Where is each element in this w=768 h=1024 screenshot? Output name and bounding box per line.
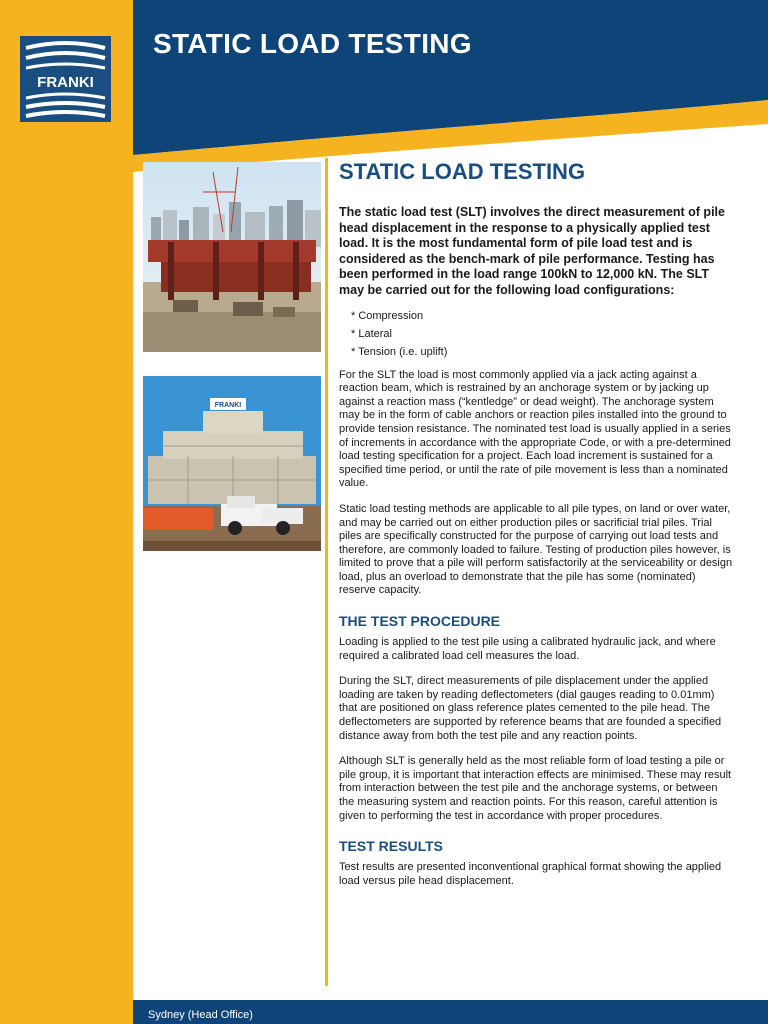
body-paragraph: For the SLT the load is most commonly applied via a jack acting against a reaction beam, which is restrained by an anchorage system or by jacking up against a reaction mass (“kentledge” or dead weight). The anchorage system may be in the form of cable anchors or reaction piles installed into the ground to provide tension resistance. The nominated test load is usually applied in a series of increments in accordance with the appropriate Code, or with a pre-determined load testing specification for a project. Each load increment is sustained for a specified time period, or until the rate of pile movement is less than a nominated value. xyxy=(339,368,731,490)
body-paragraph: Static load testing methods are applicable to all pile types, on land or over water, and may be carried out on either production piles or sacrificial trial piles. Trial piles are specifically constructed for the purpose of carrying out load tests and therefore, are commonly loaded to failure. Testing of production piles however, is limited to prove that a pile will perform satisfactorily at the serviceability or design load, plus an overload to demonstrate that the pile has some (nominated) reserve capacity. xyxy=(339,502,733,597)
franki-logo xyxy=(20,36,111,122)
sign-text: FRANKI xyxy=(214,402,242,409)
section-heading-test-procedure: THE TEST PROCEDURE xyxy=(339,613,501,630)
footer-bar xyxy=(133,1000,768,1024)
list-item: * Tension (i.e. uplift) xyxy=(351,345,448,358)
intro-paragraph: The static load test (SLT) involves the direct measurement of pile head displacement in the response to a physically applied test load. It is the most fundamental form of pile load test and is considered as the bench-mark of pile performance. Testing has been performed in the load range 100kN to 12,000 kN. The SLT may be carried out for the following load configurations: xyxy=(339,205,725,297)
logo-text: FRANKI xyxy=(37,74,94,91)
list-item: * Lateral xyxy=(351,327,392,340)
body-paragraph: Loading is applied to the test pile using a calibrated hydraulic jack, and where required a calibrated load cell measures the load. xyxy=(339,636,716,662)
body-paragraph: Although SLT is generally held as the most reliable form of load testing a pile or pile group, it is important that interaction effects are minimised. These may result from interaction between the test pile and the anchorage systems, or between the measuring system and reaction points. For this reason, careful attention is given to performing the test in accordance with proper procedures. xyxy=(339,755,732,822)
load-configurations-list xyxy=(351,307,733,361)
photo-reaction-beam-test xyxy=(143,162,321,352)
body-paragraph: During the SLT, direct measurements of pile displacement under the applied loading are taken by reading deflectometers (dial gauges reading to 0.01mm) that are positioned on glass reference plates cemented to the pile head. The deflectometers are supported by reference beams that are founded a specified distance away from both the test pile and any reaction points. xyxy=(339,675,722,742)
left-sidebar-band xyxy=(0,0,133,1024)
body-paragraph: Test results are presented inconventional graphical format showing the applied load versus pile head displacement. xyxy=(339,861,722,887)
header-title: STATIC LOAD TESTING xyxy=(153,28,472,59)
list-item: * Compression xyxy=(351,309,424,322)
page-title: STATIC LOAD TESTING xyxy=(339,159,586,184)
footer-office-label: Sydney (Head Office) xyxy=(148,1009,253,1021)
photo-kentledge-test xyxy=(143,376,321,551)
section-heading-test-results: TEST RESULTS xyxy=(339,838,443,855)
header-wave xyxy=(133,0,768,175)
header-banner xyxy=(133,0,768,175)
main-content xyxy=(339,158,733,900)
yellow-divider xyxy=(325,158,328,986)
